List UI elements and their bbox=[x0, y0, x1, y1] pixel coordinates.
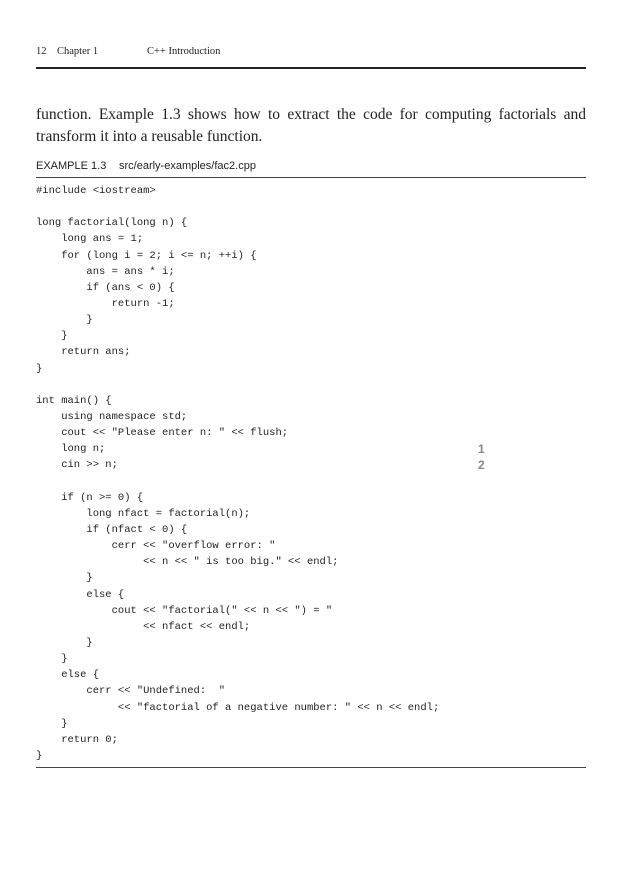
code-line: #include <iostream> bbox=[36, 185, 156, 197]
code-line: } bbox=[36, 330, 68, 343]
annotation-markers bbox=[478, 441, 485, 473]
code-line: } bbox=[36, 362, 43, 375]
code-line: if (nfact < 0) { bbox=[36, 523, 188, 536]
code-line bbox=[36, 377, 506, 393]
page-number: 12 bbox=[36, 46, 47, 57]
code-line: cout << "factorial(" << n << ") = " bbox=[36, 604, 333, 617]
code-line: } bbox=[36, 749, 43, 762]
annotation-marker: 1 bbox=[478, 442, 485, 456]
code-line: return ans; bbox=[36, 346, 131, 359]
annotation-marker: 2 bbox=[478, 458, 485, 473]
code-line: << "factorial of a negative number: " << n << endl; bbox=[36, 701, 440, 714]
code-line: } bbox=[36, 717, 68, 730]
code-line: for (long i = 2; i <= n; ++i) { bbox=[36, 249, 257, 262]
section-title: C++ Introduction bbox=[147, 46, 221, 57]
code-top-divider bbox=[36, 177, 586, 178]
example-file-path: src/early-examples/fac2.cpp bbox=[119, 160, 256, 172]
code-line: return -1; bbox=[36, 297, 175, 310]
code-line: << nfact << endl; bbox=[36, 620, 251, 633]
example-label: EXAMPLE 1.3 bbox=[36, 160, 107, 172]
code-bottom-divider bbox=[36, 767, 586, 768]
code-line: long factorial(long n) { bbox=[36, 217, 188, 230]
code-line: return 0; bbox=[36, 733, 118, 746]
example-caption bbox=[36, 160, 256, 172]
header-divider bbox=[36, 67, 586, 69]
intro-paragraph: function. Example 1.3 shows how to extract the code for computing factorials and transform it into a reusable function. bbox=[36, 106, 586, 145]
code-line: else { bbox=[36, 588, 125, 601]
code-line: cout << "Please enter n: " << flush; bbox=[36, 427, 289, 440]
code-line bbox=[36, 199, 506, 215]
code-line: else { bbox=[36, 669, 100, 682]
code-line: } bbox=[36, 572, 93, 585]
code-line: ans = ans * i; bbox=[36, 265, 175, 278]
code-line: cin >> n; bbox=[36, 459, 118, 472]
code-listing bbox=[36, 183, 506, 764]
code-line: int main() { bbox=[36, 394, 112, 407]
code-line: if (ans < 0) { bbox=[36, 281, 175, 294]
code-line: long ans = 1; bbox=[36, 233, 144, 246]
code-line: long nfact = factorial(n); bbox=[36, 507, 251, 520]
code-line: cerr << "Undefined: " bbox=[36, 685, 226, 698]
code-line: } bbox=[36, 314, 93, 327]
code-line bbox=[36, 474, 506, 490]
code-line: } bbox=[36, 653, 68, 666]
code-line: using namespace std; bbox=[36, 410, 188, 423]
code-line: << n << " is too big." << endl; bbox=[36, 556, 339, 569]
code-line: long n; bbox=[36, 443, 106, 456]
code-line: } bbox=[36, 636, 93, 649]
chapter-label: Chapter 1 bbox=[57, 46, 99, 57]
code-line: if (n >= 0) { bbox=[36, 491, 144, 504]
code-line: cerr << "overflow error: " bbox=[36, 540, 276, 553]
